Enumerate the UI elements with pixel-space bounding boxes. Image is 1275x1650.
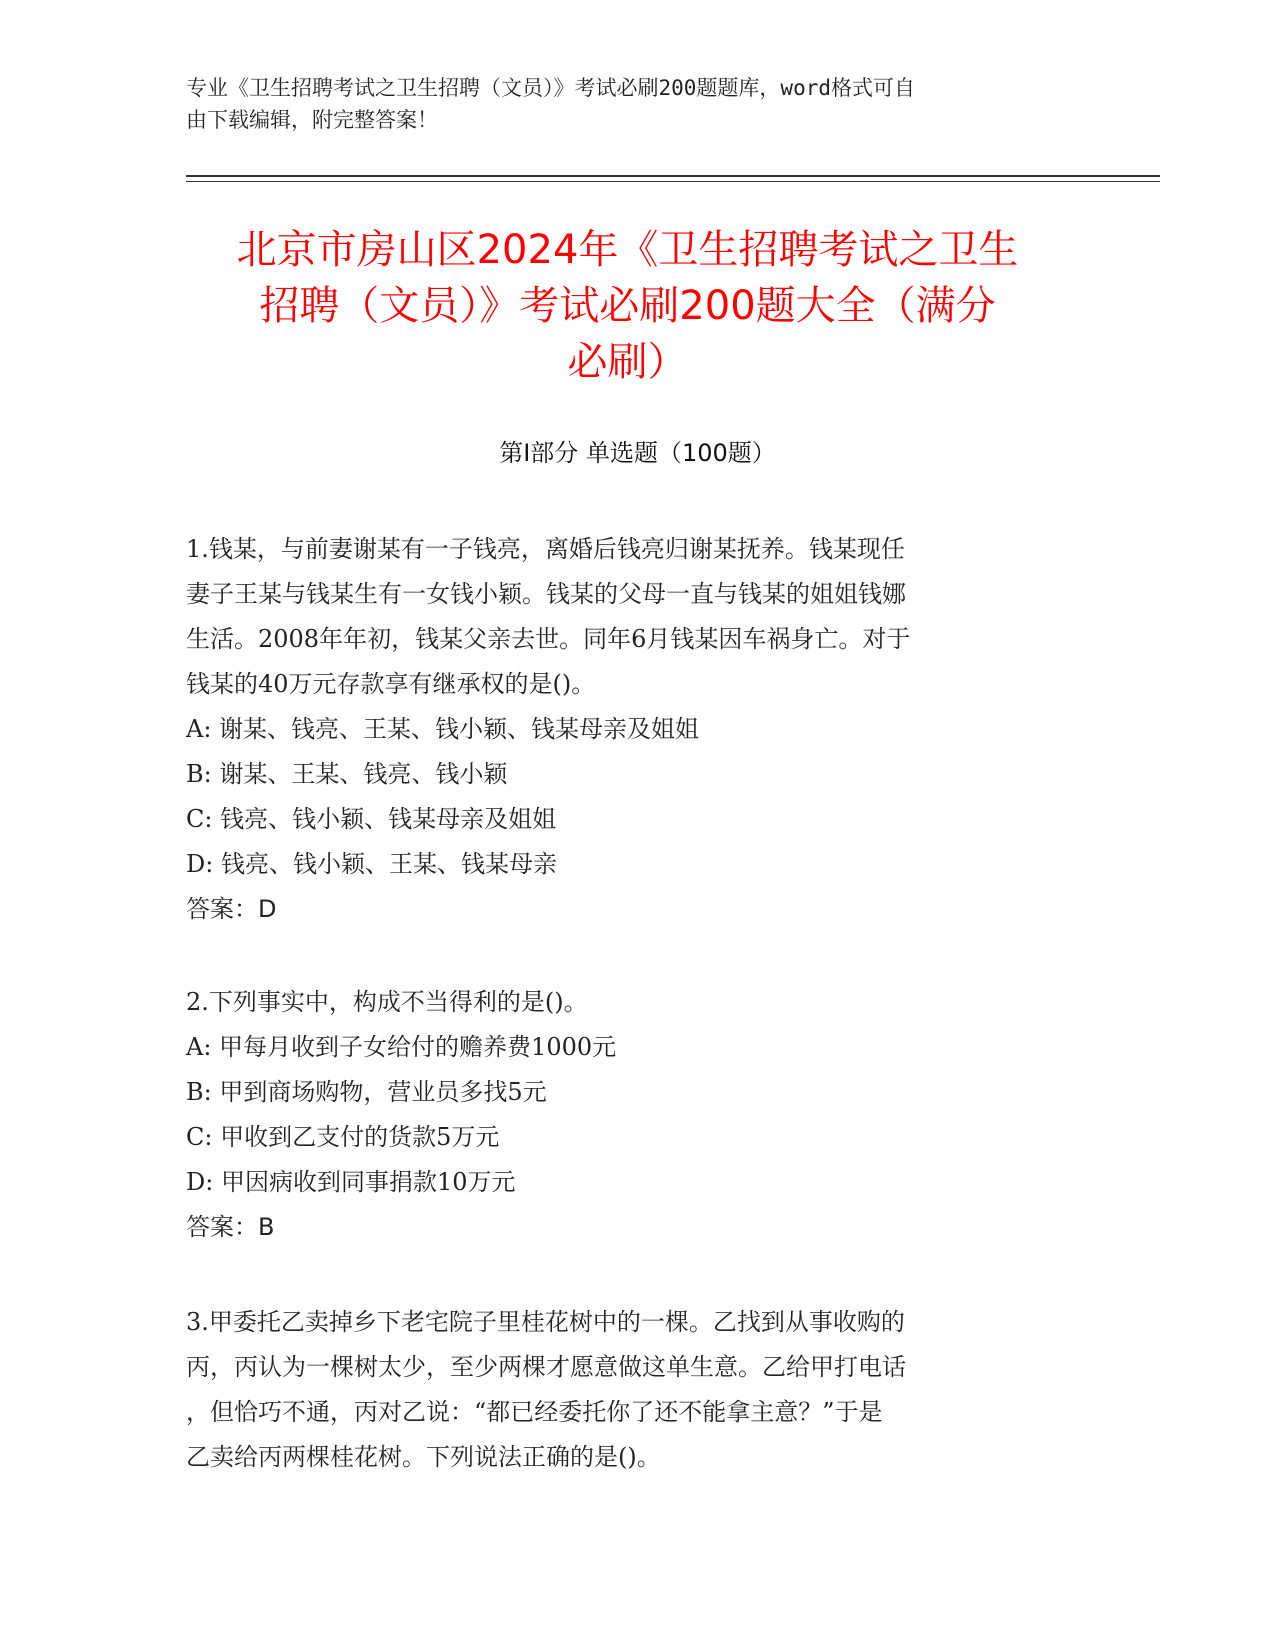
answer-label: 答案：B [186, 1213, 275, 1241]
header-note-line: 由下载编辑，附完整答案！ [186, 108, 438, 132]
option-b: B: 谢某、王某、钱亮、钱小颖 [186, 760, 508, 788]
option-d: D: 甲因病收到同事捐款10万元 [186, 1168, 516, 1196]
title-line: 招聘（文员）》考试必刷200题大全（满分 [259, 283, 996, 329]
option-c: C: 钱亮、钱小颖、钱某母亲及姐姐 [186, 805, 557, 833]
question-3 [186, 1300, 1066, 1480]
header-note-line: 专业《卫生招聘考试之卫生招聘（文员）》考试必刷200题题库，word格式可自 [186, 76, 915, 100]
question-text-line: 生活。2008年年初，钱某父亲去世。同年6月钱某因车祸身亡。对于 [186, 625, 911, 653]
question-text-line: 乙卖给丙两棵桂花树。下列说法正确的是()。 [186, 1443, 661, 1471]
question-1 [186, 527, 1066, 932]
option-c: C: 甲收到乙支付的货款5万元 [186, 1123, 500, 1151]
question-text-line: 妻子王某与钱某生有一女钱小颖。钱某的父母一直与钱某的姐姐钱娜 [186, 580, 906, 608]
question-text-line: 丙，丙认为一棵树太少，至少两棵才愿意做这单生意。乙给甲打电话 [186, 1353, 906, 1381]
answer-label: 答案：D [186, 895, 277, 923]
document-title [160, 222, 1095, 390]
title-line: 北京市房山区2024年《卫生招聘考试之卫生 [236, 227, 1019, 273]
header-note [186, 72, 1066, 136]
question-text-line: 钱某的40万元存款享有继承权的是()。 [186, 670, 596, 698]
title-line: 必刷） [567, 339, 688, 385]
question-2 [186, 980, 1066, 1250]
header-divider-thin [186, 181, 1160, 182]
question-text-line: 3.甲委托乙卖掉乡下老宅院子里桂花树中的一棵。乙找到从事收购的 [186, 1308, 905, 1336]
option-d: D: 钱亮、钱小颖、王某、钱某母亲 [186, 850, 557, 878]
option-b: B: 甲到商场购物，营业员多找5元 [186, 1078, 547, 1106]
header-divider [186, 175, 1160, 177]
question-text-line: 2.下列事实中，构成不当得利的是()。 [186, 988, 588, 1016]
question-text-line: 1.钱某，与前妻谢某有一子钱亮，离婚后钱亮归谢某抚养。钱某现任 [186, 535, 905, 563]
question-text-line: ，但恰巧不通，丙对乙说：“都已经委托你了还不能拿主意？”于是 [186, 1398, 883, 1426]
section-heading: 第Ⅰ部分 单选题（100题） [499, 439, 776, 467]
option-a: A: 谢某、钱亮、王某、钱小颖、钱某母亲及姐姐 [186, 715, 700, 743]
option-a: A: 甲每月收到子女给付的赡养费1000元 [186, 1033, 617, 1061]
